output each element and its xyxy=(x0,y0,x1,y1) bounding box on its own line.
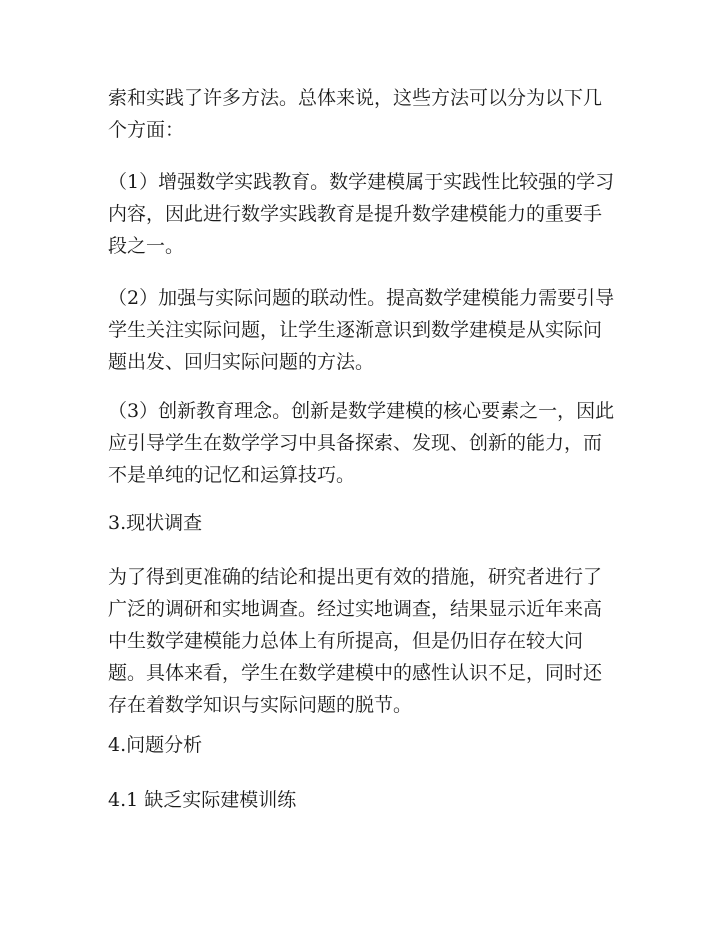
section-4-1-heading: 4.1 缺乏实际建模训练 xyxy=(108,789,297,811)
method-item-1-paragraph: （1）增强数学实践教育。数学建模属于实践性比较强的学习内容，因此进行数学实践教育是提升数学建模能力的重要手段之一。 xyxy=(108,171,615,257)
section-3-heading: 3.现状调查 xyxy=(108,512,203,534)
survey-paragraph: 为了得到更准确的结论和提出更有效的措施，研究者进行了广泛的调研和实地调查。经过实地调查，结果显示近年来高中生数学建模能力总体上有所提高，但是仍旧存在较大问题。具体来看，学生在数学建模中的感性认识不足，同时还存在着数学知识与实际问题的脱节。 xyxy=(108,566,603,716)
section-4-heading: 4.问题分析 xyxy=(108,734,203,756)
method-item-3-paragraph: （3）创新教育理念。创新是数学建模的核心要素之一，因此应引导学生在数学学习中具备探索、发现、创新的能力，而不是单纯的记忆和运算技巧。 xyxy=(108,400,615,486)
method-item-2-paragraph: （2）加强与实际问题的联动性。提高数学建模能力需要引导学生关注实际问题，让学生逐渐意识到数学建模是从实际问题出发、回归实际问题的方法。 xyxy=(108,287,615,373)
intro-paragraph: 索和实践了许多方法。总体来说，这些方法可以分为以下几个方面： xyxy=(108,87,603,141)
